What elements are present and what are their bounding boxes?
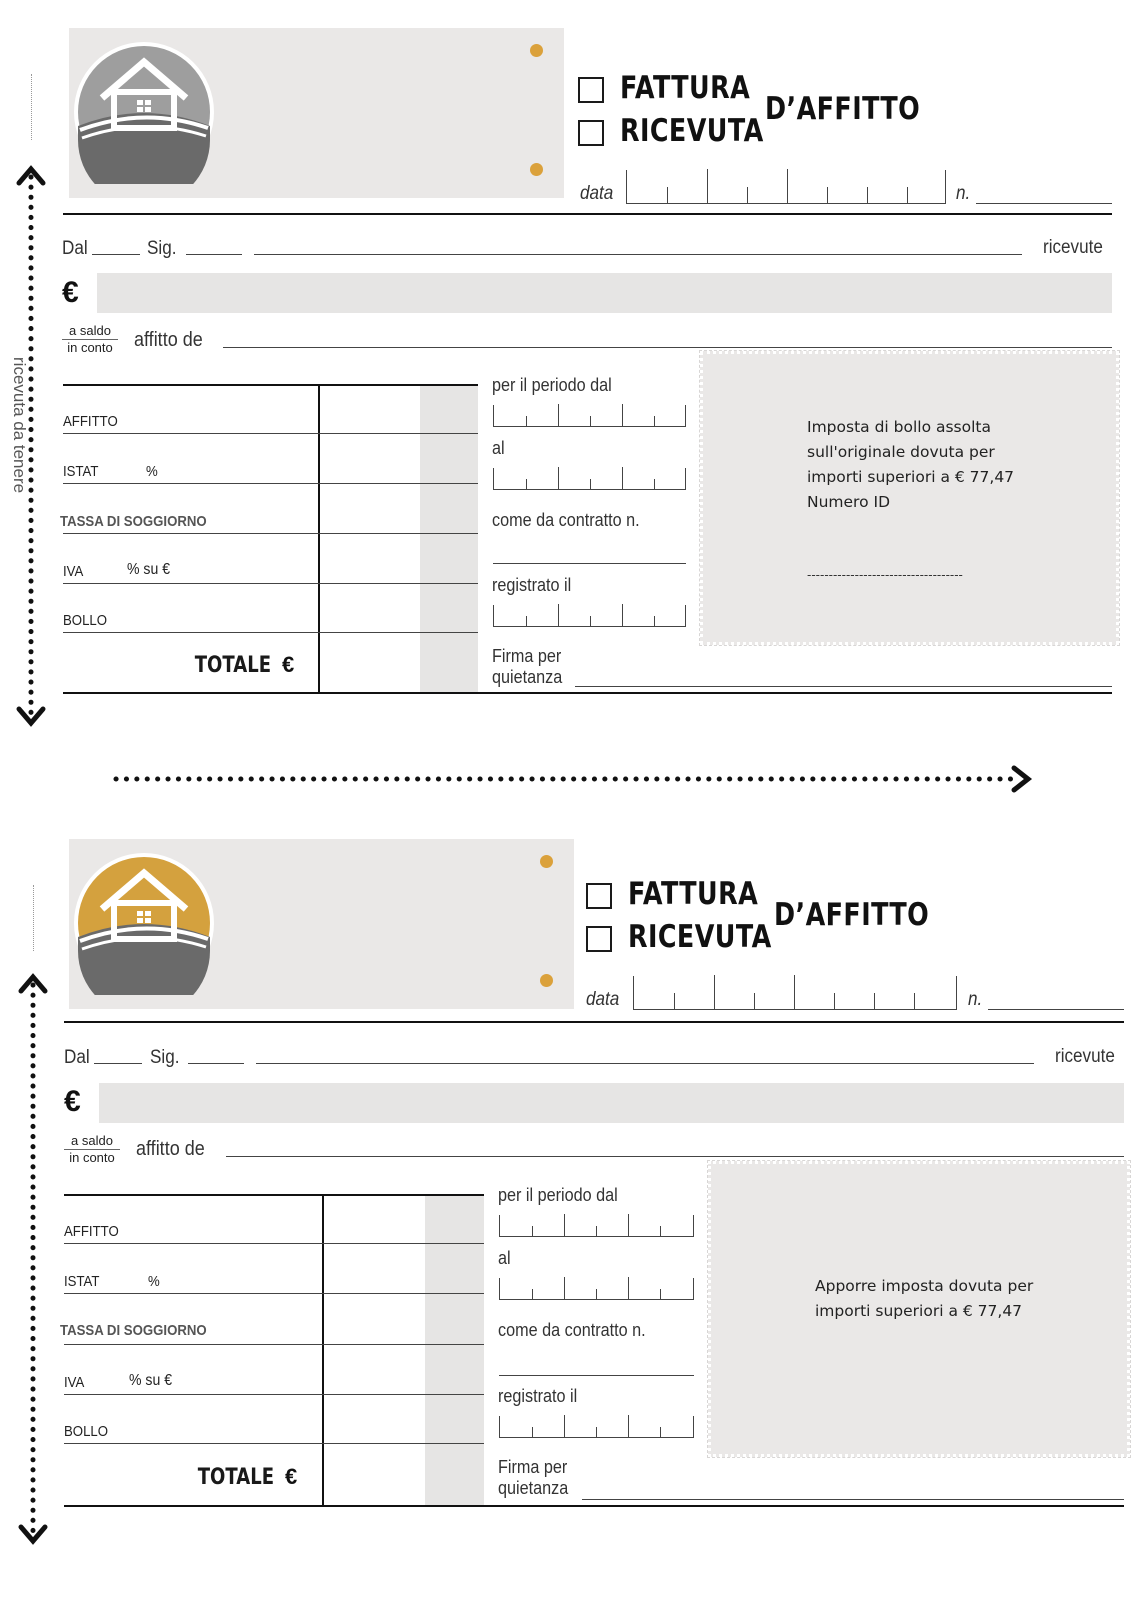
row-line: [63, 583, 478, 584]
registrato-field[interactable]: [499, 1416, 694, 1438]
row-line: [63, 483, 478, 484]
table-bottom: [63, 692, 1112, 694]
sig-label: Sig.: [150, 1047, 180, 1068]
stamp-line-1: Imposta di bollo assolta: [807, 418, 992, 436]
row-line: [64, 1394, 484, 1395]
contratto-field[interactable]: [499, 1375, 694, 1376]
al-field[interactable]: [493, 468, 686, 490]
firma-label-1: Firma per: [492, 646, 562, 666]
stamp-dashes: ------------------------------------: [807, 568, 963, 582]
amount-field[interactable]: [99, 1083, 1124, 1123]
table-top: [63, 384, 478, 386]
al-label: al: [492, 438, 505, 458]
euro-icon: €: [62, 276, 79, 309]
row-line: [64, 1293, 484, 1294]
sig-field[interactable]: [188, 1063, 244, 1064]
periodo-dal-field[interactable]: [493, 405, 686, 427]
affitto-de-label: affitto de: [136, 1138, 205, 1160]
firma-field[interactable]: [575, 686, 1112, 687]
istat-percent: %: [148, 1273, 160, 1290]
ring-dot-bottom: [540, 974, 553, 987]
logo-area: [69, 28, 564, 198]
fattura-checkbox[interactable]: [578, 77, 604, 103]
ring-dot-top: [540, 855, 553, 868]
totale-label: TOTALE: [197, 1465, 274, 1490]
vertical-arrow-icon: [16, 973, 50, 1545]
stamp-line-2: sull'originale dovuta per: [807, 443, 995, 461]
n-field[interactable]: [976, 203, 1112, 204]
row-bollo-label: BOLLO: [63, 612, 108, 629]
iva-suffix: % su €: [127, 561, 171, 578]
side-label: ricevuta da tenere: [10, 357, 29, 494]
periodo-dal-label: per il periodo dal: [492, 375, 612, 395]
stamp-line-4: Numero ID: [807, 493, 891, 511]
periodo-dal-field[interactable]: [499, 1215, 694, 1237]
stamp-line-3: importi superiori a € 77,47: [807, 468, 1015, 486]
receipt-form-1: [0, 0, 1140, 730]
registrato-label: registrato il: [492, 575, 572, 595]
fattura-label: FATTURA: [620, 70, 751, 106]
dal-label: Dal: [62, 238, 88, 259]
row-affitto-label: AFFITTO: [63, 413, 118, 430]
row-line: [64, 1443, 484, 1444]
affitto-de-field[interactable]: [223, 347, 1112, 348]
house-logo-icon: [72, 40, 216, 184]
data-field[interactable]: [626, 170, 946, 204]
in-conto-label: in conto: [69, 1150, 115, 1165]
amount-field[interactable]: [97, 273, 1112, 313]
ricevuta-checkbox[interactable]: [586, 926, 612, 952]
row-line: [64, 1243, 484, 1244]
n-label: n.: [968, 989, 983, 1010]
row-line: [63, 632, 478, 633]
table-col-divider: [318, 384, 320, 694]
data-field[interactable]: [633, 976, 957, 1010]
affitto-de-field[interactable]: [226, 1156, 1124, 1157]
header-divider: [63, 213, 1112, 215]
ricevuta-label: RICEVUTA: [628, 919, 772, 955]
firma-field[interactable]: [582, 1499, 1124, 1500]
in-conto-label: in conto: [67, 340, 113, 355]
row-istat-label: ISTAT: [63, 463, 99, 480]
title-suffix: D’AFFITTO: [774, 897, 930, 933]
ricevute-label: ricevute: [1055, 1046, 1115, 1067]
ring-dot-bottom: [530, 163, 543, 176]
row-iva-label: IVA: [63, 563, 84, 580]
contratto-label: come da contratto n.: [498, 1320, 646, 1340]
dal-field[interactable]: [94, 1063, 142, 1064]
al-field[interactable]: [499, 1278, 694, 1300]
receipt-form-2: [0, 811, 1140, 1541]
n-label: n.: [956, 183, 971, 204]
istat-percent: %: [146, 463, 158, 480]
firma-label-1: Firma per: [498, 1457, 568, 1477]
firma-label-2: quietanza: [498, 1478, 569, 1498]
table-top: [64, 1194, 484, 1196]
row-line: [63, 433, 478, 434]
cut-guide-line: [33, 885, 34, 951]
ring-dot-top: [530, 44, 543, 57]
data-label: data: [586, 989, 620, 1010]
al-label: al: [498, 1248, 511, 1268]
house-logo-icon: [72, 851, 216, 995]
a-saldo-label: a saldo: [71, 1133, 113, 1148]
registrato-field[interactable]: [493, 605, 686, 627]
firma-label-2: quietanza: [492, 667, 563, 687]
totale-label: TOTALE: [194, 653, 271, 678]
row-bollo-label: BOLLO: [64, 1423, 109, 1440]
euro-icon: €: [64, 1085, 81, 1118]
stamp-box: [700, 351, 1119, 645]
totale-euro-icon: €: [282, 652, 295, 677]
row-iva-label: IVA: [64, 1374, 85, 1391]
contratto-field[interactable]: [493, 563, 686, 564]
dal-field[interactable]: [92, 254, 140, 255]
row-tassa-label: TASSA DI SOGGIORNO: [60, 1322, 207, 1339]
iva-suffix: % su €: [129, 1372, 173, 1389]
cut-guide-line: [31, 74, 32, 140]
fattura-checkbox[interactable]: [586, 883, 612, 909]
title-suffix: D’AFFITTO: [765, 91, 921, 127]
contratto-label: come da contratto n.: [492, 510, 640, 530]
sig-field[interactable]: [186, 254, 242, 255]
ricevuta-label: RICEVUTA: [620, 113, 764, 149]
ricevuta-checkbox[interactable]: [578, 120, 604, 146]
logo-area: [69, 839, 574, 1009]
ricevute-label: ricevute: [1043, 237, 1103, 258]
name-field[interactable]: [256, 1063, 1034, 1064]
totale-euro-icon: €: [285, 1464, 298, 1489]
stamp-line-1: Apporre imposta dovuta per: [815, 1277, 1034, 1295]
row-istat-label: ISTAT: [64, 1273, 100, 1290]
row-line: [64, 1344, 484, 1345]
table-col-divider: [322, 1194, 324, 1506]
stamp-line-2: importi superiori a € 77,47: [815, 1302, 1023, 1320]
a-saldo-label: a saldo: [69, 323, 111, 338]
row-tassa-label: TASSA DI SOGGIORNO: [60, 513, 207, 530]
fattura-label: FATTURA: [628, 876, 759, 912]
n-field[interactable]: [988, 1009, 1124, 1010]
row-affitto-label: AFFITTO: [64, 1223, 119, 1240]
row-line: [63, 533, 478, 534]
header-divider: [64, 1021, 1124, 1023]
horizontal-arrow-icon: [110, 764, 1036, 794]
data-label: data: [580, 183, 614, 204]
table-bottom: [64, 1505, 1124, 1507]
name-field[interactable]: [254, 254, 1022, 255]
periodo-dal-label: per il periodo dal: [498, 1185, 618, 1205]
affitto-de-label: affitto de: [134, 329, 203, 351]
registrato-label: registrato il: [498, 1386, 578, 1406]
sig-label: Sig.: [147, 238, 177, 259]
dal-label: Dal: [64, 1047, 90, 1068]
